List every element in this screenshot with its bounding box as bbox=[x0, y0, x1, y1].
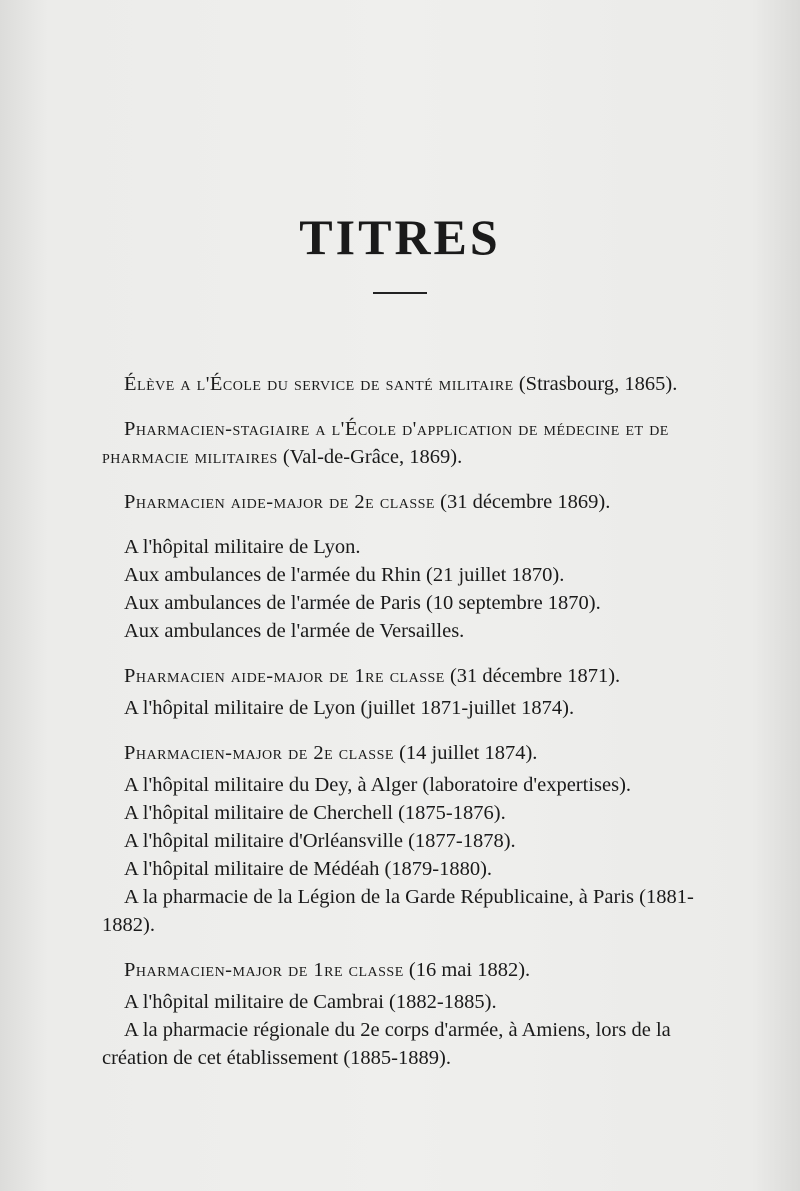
entry-4 bbox=[102, 662, 702, 690]
entry-1 bbox=[102, 370, 702, 398]
posting-item: A l'hôpital militaire de Cambrai (1882-1885). bbox=[124, 991, 497, 1013]
entry-3 bbox=[102, 488, 702, 516]
posting-group-3 bbox=[102, 771, 702, 939]
posting-item: A la pharmacie régionale du 2e corps d'armée, à Amiens, lors de la création de cet établissement (1885-1889). bbox=[102, 1019, 671, 1069]
entry-2-tail: (Val-de-Grâce, 1869). bbox=[277, 446, 463, 468]
entry-1-head: Élève a l'École du service de santé militaire bbox=[124, 373, 514, 395]
title-rule bbox=[373, 292, 427, 294]
posting-item: A l'hôpital militaire d'Orléansville (1877-1878). bbox=[124, 830, 516, 852]
entry-5-tail: (14 juillet 1874). bbox=[393, 742, 538, 764]
posting-group-2 bbox=[102, 694, 702, 722]
entry-5 bbox=[102, 739, 702, 767]
posting-item: Aux ambulances de l'armée de Versailles. bbox=[124, 620, 465, 642]
posting-item: A l'hôpital militaire de Médéah (1879-1880). bbox=[124, 858, 493, 880]
entry-4-head: Pharmacien aide-major de 1re classe bbox=[124, 665, 445, 687]
entry-1-tail: (Strasbourg, 1865). bbox=[513, 373, 678, 395]
posting-item: Aux ambulances de l'armée de Paris (10 septembre 1870). bbox=[124, 592, 601, 614]
posting-item: A l'hôpital militaire de Lyon (juillet 1871-juillet 1874). bbox=[124, 697, 575, 719]
page-title: TITRES bbox=[299, 209, 501, 265]
entry-6-tail: (16 mai 1882). bbox=[403, 959, 531, 981]
entry-3-tail: (31 décembre 1869). bbox=[435, 491, 611, 513]
posting-item: A la pharmacie de la Légion de la Garde Républicaine, à Paris (1881-1882). bbox=[102, 886, 694, 936]
entry-2-head: Pharmacien-stagiaire a l'École d'application de médecine et de pharmacie militaires bbox=[102, 418, 669, 468]
posting-item: A l'hôpital militaire de Cherchell (1875-1876). bbox=[124, 802, 506, 824]
posting-item: A l'hôpital militaire de Lyon. bbox=[124, 536, 361, 558]
titles-list bbox=[102, 370, 702, 1089]
entry-5-head: Pharmacien-major de 2e classe bbox=[124, 742, 394, 764]
entry-6-head: Pharmacien-major de 1re classe bbox=[124, 959, 404, 981]
entry-3-head: Pharmacien aide-major de 2e classe bbox=[124, 491, 435, 513]
entry-6 bbox=[102, 956, 702, 984]
posting-item: A l'hôpital militaire du Dey, à Alger (laboratoire d'expertises). bbox=[124, 774, 632, 796]
posting-group-1 bbox=[102, 533, 702, 645]
posting-group-4 bbox=[102, 988, 702, 1072]
entry-4-tail: (31 décembre 1871). bbox=[444, 665, 621, 687]
posting-item: Aux ambulances de l'armée du Rhin (21 juillet 1870). bbox=[124, 564, 565, 586]
entry-2 bbox=[102, 415, 702, 471]
